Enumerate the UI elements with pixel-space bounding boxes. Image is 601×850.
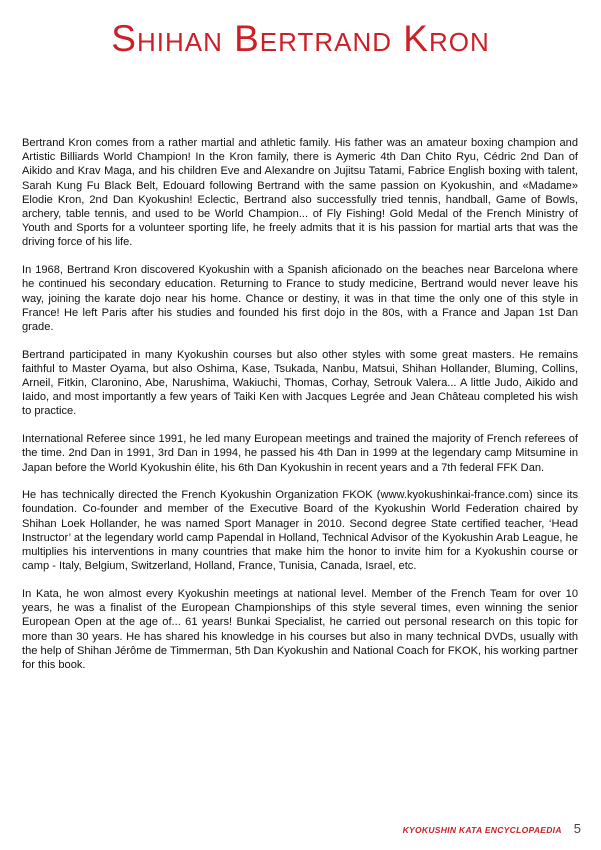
paragraph-masters: Bertrand participated in many Kyokushin courses but also other styles with some great masters. He remains faithful to Master Oyama, but also Oshima, Kase, Tsukada, Nanbu, Matsui, Shihan Hollander, Bluming, Collins, Arneil, Fitkin, Claronino, Abe, Narushima, Wakiuchi, Thomas, Corhay, Setrouk Valera... A little Judo, Aikido and Iaido, and most importantly a few years of Taiki Ken with Jacques Legrée and Jean Château completed his wish to practice. bbox=[22, 348, 578, 418]
biography-body bbox=[22, 136, 578, 686]
footer-book-title: KYOKUSHIN KATA ENCYCLOPAEDIA bbox=[402, 825, 562, 835]
paragraph-family: Bertrand Kron comes from a rather martial and athletic family. His father was an amateur boxing champion and Artistic Billiards World Champion! In the Kron family, there is Aymeric 4th Dan Chito Ryu, Cédric 2nd Dan of Aikido and Krav Maga, and his children Eve and Alexandre on Jujitsu Tatami, Fabrice English boxing with talent, Sarah Kung Fu Black Belt, Edouard following Bertrand with the same passion on Kyokushin, and «Madame» Elodie Kron, 2nd Dan Kyokushin! Eclectic, Bertrand also successfully tried tennis, handball, Game of Bowls, archery, table tennis, and used to be World Champion... of Fly Fishing! Gold Medal of the French Ministry of Youth and Sports for a volunteer sporting life, he freely admits that it is his passion for martial arts that was the driving force of his life. bbox=[22, 137, 578, 249]
page-number: 5 bbox=[573, 821, 581, 836]
paragraph-organization: He has technically directed the French Kyokushin Organization FKOK (www.kyokushinkai-france.com) since its foundation. Co-founder and member of the Executive Board of the Kyokushin World Federation chaired by Shihan Loek Hollander, he was named Sport Manager in 2010. Second degree State certified teacher, ‘Head Instructor’ at the legendary world camp Papendal in Holland, Technical Advisor of the Kyokushin Arab League, he multiplies his interventions in many countries that make him the honor to invite him for a Kyokushin course or camp - Italy, Belgium, Switzerland, Holland, France, Tunisia, Canada, Israel, etc. bbox=[22, 489, 578, 573]
paragraph-discovery: In 1968, Bertrand Kron discovered Kyokushin with a Spanish aficionado on the beaches near Barcelona where he continued his secondary education. Returning to France to study medicine, Bertrand would never leave his way, joining the karate dojo near his home. Chance or destiny, it was in that time the only one of this style in France! He left Paris after his studies and founded his first dojo in the 80s, with a France and Japan 1st Dan grade. bbox=[22, 264, 578, 333]
paragraph-kata: In Kata, he won almost every Kyokushin meetings at national level. Member of the French Team for over 10 years, he was a finalist of the European Championships of this style several times, even winning the senior European Open at the age of... 61 years! Bunkai Specialist, he carried out personal research on this topic for more than 30 years. He has shared his knowledge in his courses but also in many technical DVDs, usually with the help of Shihan Jérôme de Timmerman, 5th Dan Kyokushin and National Coach for FKOK, his working partner for this book. bbox=[22, 587, 578, 671]
paragraph-referee: International Referee since 1991, he led many European meetings and trained the majority of French referees of the time. 2nd Dan in 1991, 3rd Dan in 1994, he passed his 4th Dan in 1999 at the legendary camp Mitsumine in Japan before the World Kyokushin élite, his 6th Dan Kyokushin in recent years and a 7th federal FFK Dan. bbox=[22, 433, 578, 474]
page-footer bbox=[403, 821, 581, 836]
page-title: Shihan Bertrand Kron bbox=[111, 18, 490, 59]
